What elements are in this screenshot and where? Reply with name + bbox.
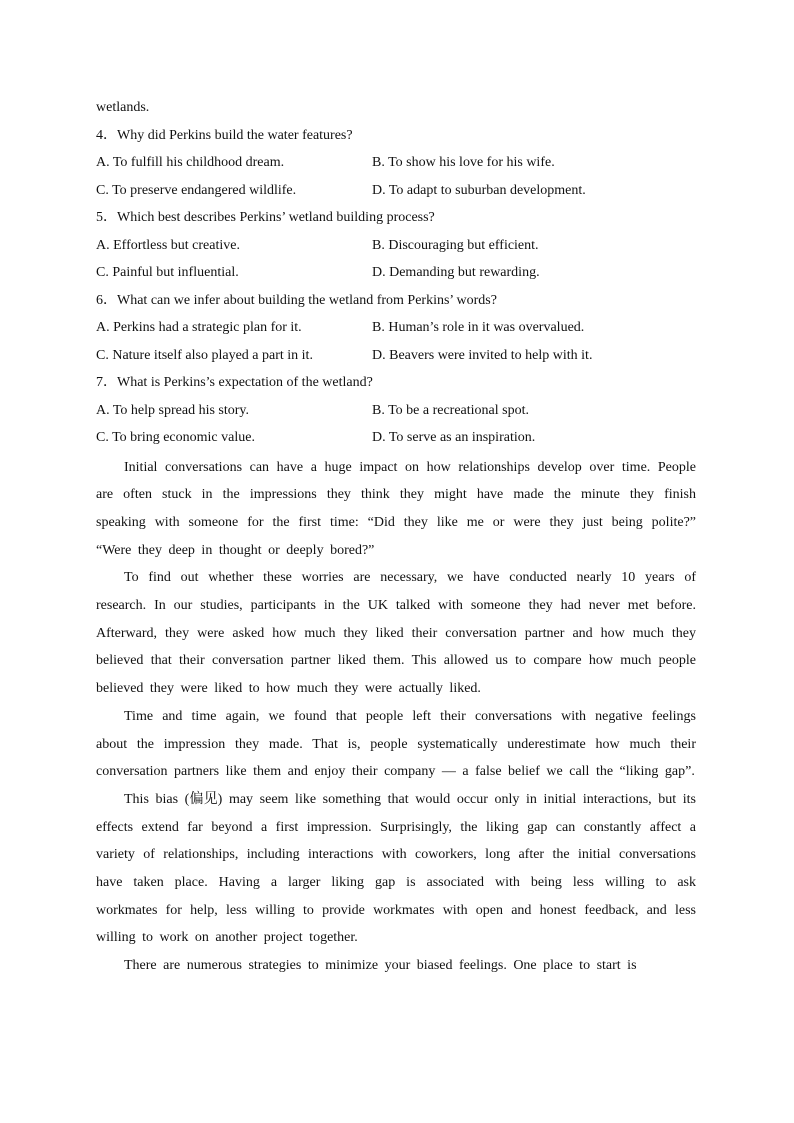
reading-passage <box>96 454 696 980</box>
option-b: B. Discouraging but efficient. <box>372 237 539 253</box>
option-a: A. Effortless but creative. <box>96 237 240 253</box>
option-b: B. Human’s role in it was overvalued. <box>372 320 585 335</box>
option-d: D. Demanding but rewarding. <box>372 265 540 280</box>
option-c: C. To bring economic value. <box>96 430 255 445</box>
question-stem: 6．What can we infer about building the wetland from Perkins’ words? <box>96 292 497 308</box>
option-a: A. Perkins had a strategic plan for it. <box>96 320 302 335</box>
question-5 <box>96 204 696 287</box>
question-stem: 7．What is Perkins’s expectation of the wetland? <box>96 375 373 390</box>
passage-paragraph-5: There are numerous strategies to minimize your biased feelings. One place to start is <box>124 958 637 974</box>
option-b: B. To be a recreational spot. <box>372 402 529 418</box>
question-7 <box>96 369 696 452</box>
option-d: D. Beavers were invited to help with it. <box>372 347 593 363</box>
option-a: A. To fulfill his childhood dream. <box>96 155 285 170</box>
passage-paragraph-2: To find out whether these worries are necessary, we have conducted nearly 10 years of research. In our studies, participants in the UK talked with someone they had never met before. Afterward, they were asked how much they liked their conversation partner and how much they believed that their conversation partner liked them. This allowed us to compare how much people believed they were liked to how much they were actually liked. <box>96 570 696 697</box>
option-c: C. Painful but influential. <box>96 265 239 280</box>
option-c: C. To preserve endangered wildlife. <box>96 182 297 198</box>
option-b: B. To show his love for his wife. <box>372 155 555 170</box>
passage-paragraph-1: Initial conversations can have a huge impact on how relationships develop over time. People are often stuck in the impressions they think they might have made the minute they finish speaking with someone for the first time: “Did they like me or were they just being polite?” “Were they deep in thought or deeply bored?” <box>96 459 696 558</box>
question-stem: 4．Why did Perkins build the water features? <box>96 127 353 143</box>
question-6 <box>96 287 696 370</box>
passage-paragraph-3: Time and time again, we found that people left their conversations with negative feelings about the impression they made. That is, people systematically underestimate how much their conversation partners like them and enjoy their company — a false belief we call the “liking gap”. <box>96 708 696 780</box>
question-stem: 5．Which best describes Perkins’ wetland building process? <box>96 210 435 225</box>
option-a: A. To help spread his story. <box>96 402 250 418</box>
passage-paragraph-4: This bias (偏见) may seem like something that would occur only in initial interactions, but its effects extend far beyond a first impression. Surprisingly, the liking gap can constantly affect a variety of relationships, including interactions with coworkers, long after the initial conversations have taken place. Having a larger liking gap is associated with being less willing to ask workmates for help, less willing to provide workmates with open and honest feedback, and less willing to work on another project together. <box>96 791 696 946</box>
question-4 <box>96 122 696 205</box>
document-page <box>96 94 696 980</box>
option-d: D. To serve as an inspiration. <box>372 430 536 445</box>
option-d: D. To adapt to suburban development. <box>372 182 586 198</box>
option-c: C. Nature itself also played a part in it. <box>96 347 313 363</box>
continuation-text: wetlands. <box>96 100 150 115</box>
